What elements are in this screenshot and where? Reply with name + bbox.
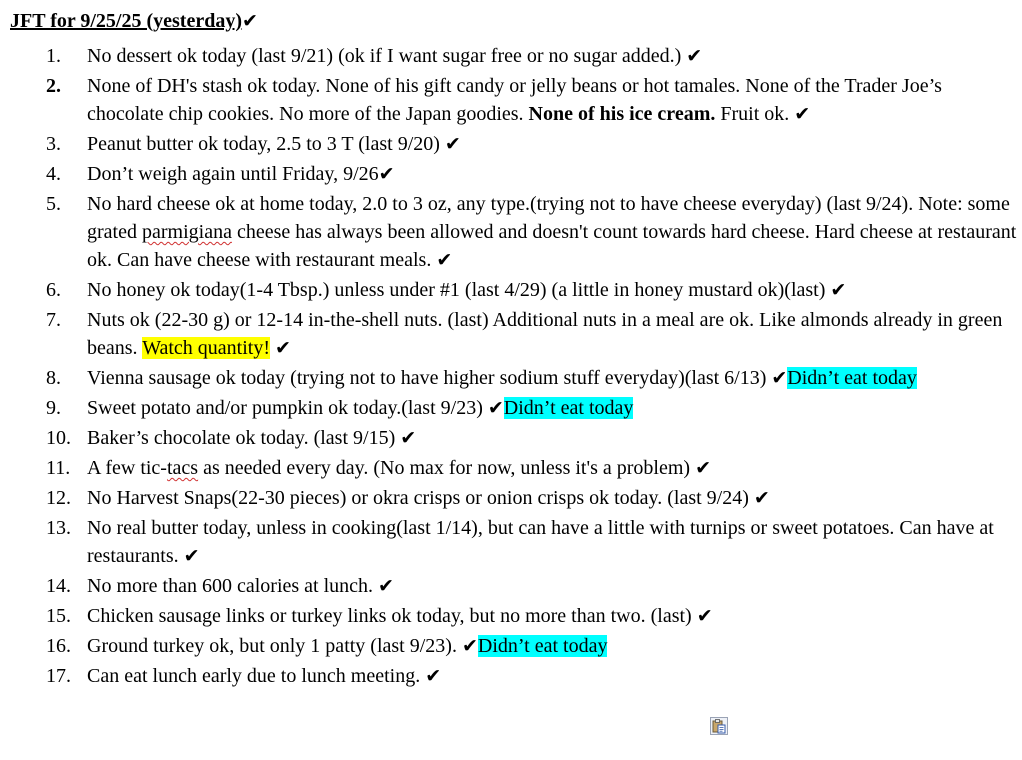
clipboard-paste-icon[interactable] [710,717,728,735]
checkmark-icon: ✔ [242,10,258,32]
item-text: No dessert ok today (last 9/21) (ok if I want sugar free or no sugar added.) [87,45,687,67]
checkmark-icon: ✔ [753,487,770,509]
document-title [10,10,258,33]
checkmark-icon: ✔ [771,367,788,389]
checkmark-icon: ✔ [487,397,504,419]
checkmark-icon: ✔ [696,605,713,627]
highlight-cyan: Didn’t eat today [787,367,917,389]
item-text-bold: None of his ice cream. [528,103,716,125]
item-text: None of DH's stash ok today. None of his gift candy or jelly beans or hot tamales. None of the Trader Joe’s chocolate chip cookies. No more of the Japan goodies. [87,75,942,125]
list-item [0,130,1018,158]
item-text: Fruit ok. [715,103,795,125]
item-number: 4. [46,163,61,185]
item-text: Ground turkey ok, but only 1 patty (last 9/23). [87,635,462,657]
item-number: 9. [46,397,61,419]
item-number: 1. [46,45,61,67]
checkmark-icon: ✔ [436,249,453,271]
item-text: Vienna sausage ok today (trying not to have higher sodium stuff everyday)(last 6/13) [87,367,772,389]
item-number: 16. [46,635,71,657]
item-text: No Harvest Snaps(22-30 pieces) or okra crisps or onion crisps ok today. (last 9/24) [87,487,754,509]
list-item [0,364,1018,392]
checkmark-icon: ✔ [695,457,711,479]
list-item [0,454,1018,482]
item-number: 15. [46,605,71,627]
item-number: 17. [46,665,71,687]
item-number: 3. [46,133,61,155]
list-item [0,662,1018,690]
item-text: No more than 600 calories at lunch. [87,575,379,597]
list-item [0,484,1018,512]
highlight-cyan: Didn’t eat today [503,397,634,419]
checkmark-icon: ✔ [183,545,200,567]
list-item [0,394,1018,422]
item-text: Can eat lunch early due to lunch meeting. [87,665,426,687]
item-number: 6. [46,279,61,301]
item-number: 11. [46,457,71,479]
item-text: No hard cheese ok at home today, 2.0 to 3 oz, any type.(trying not to have cheese everyday) (last 9/24). Note: some grated [87,193,1010,243]
item-text: as needed every day. (No max for now, unless it's a problem) [198,457,696,479]
list-item [0,42,1018,70]
item-text: Sweet potato and/or pumpkin ok today.(last 9/23) [87,397,488,419]
title-text: JFT for 9/25/25 (yesterday) [10,10,243,32]
checkmark-icon: ✔ [378,163,395,185]
item-number: 2. [46,75,61,97]
checkmark-icon: ✔ [830,279,847,301]
item-text: cheese has always been allowed and doesn't count towards hard cheese. Hard cheese at restaurant ok. Can have cheese with restaurant meals. [87,221,1017,271]
list-item [0,72,1018,128]
item-text: A few tic- [87,457,167,479]
item-number: 12. [46,487,71,509]
list-item [0,160,1018,188]
checkmark-icon: ✔ [686,45,703,67]
checkmark-icon: ✔ [794,103,811,125]
item-number: 7. [46,309,61,331]
checkmark-icon: ✔ [461,635,478,657]
list-item [0,276,1018,304]
checkmark-icon: ✔ [444,133,461,155]
item-number: 8. [46,367,61,389]
item-number: 5. [46,193,61,215]
checkmark-icon: ✔ [425,665,442,687]
item-text: No honey ok today(1-4 Tbsp.) unless under #1 (last 4/29) (a little in honey mustard ok)(last) [87,279,831,301]
checkmark-icon: ✔ [400,427,417,449]
item-text: Chicken sausage links or turkey links ok today, but no more than two. (last) [87,605,697,627]
list-item [0,424,1018,452]
item-number: 10. [46,427,71,449]
highlight-cyan: Didn’t eat today [477,635,608,657]
food-rules-list [0,42,1018,692]
checkmark-icon: ✔ [378,575,394,597]
item-number: 13. [46,517,71,539]
item-text: Don’t weigh again until Friday, 9/26 [87,163,379,185]
list-item [0,602,1018,630]
item-text: Peanut butter ok today, 2.5 to 3 T (last 9/20) [87,133,445,155]
misspelled-word: tacs [166,457,199,479]
item-text: Nuts ok (22-30 g) or 12-14 in-the-shell nuts. (last) Additional nuts in a meal are ok. Like almonds already in green beans. [87,309,1003,359]
item-text: No real butter today, unless in cooking(last 1/14), but can have a little with turnips or sweet potatoes. Can have at restaurants. [87,517,994,567]
item-number: 14. [46,575,71,597]
list-item [0,306,1018,362]
list-item [0,190,1018,274]
list-item [0,514,1018,570]
highlight-yellow: Watch quantity! [142,337,270,359]
list-item [0,572,1018,600]
list-item [0,632,1018,660]
checkmark-icon: ✔ [274,337,291,359]
item-text: Baker’s chocolate ok today. (last 9/15) [87,427,401,449]
misspelled-word: parmigiana [141,221,232,243]
